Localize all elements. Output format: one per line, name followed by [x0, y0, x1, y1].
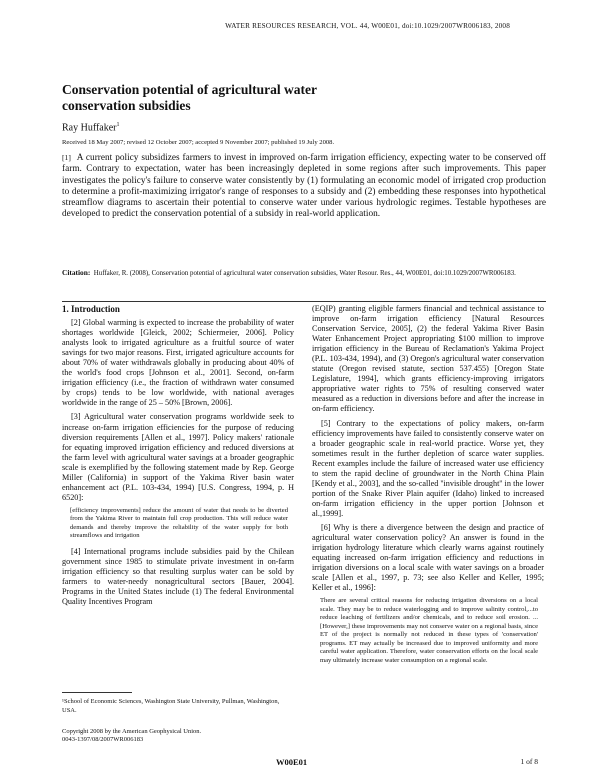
author-name: Ray Huffaker: [62, 122, 117, 134]
paragraph-5: [5] Contrary to the expectations of policy makers, on-farm efficiency improvements have failed to consistently conserve water on a broader geographic scale in real-world practice. Worse yet, they sometimes result in the further depletion of scarce water supplies. Recent examples include the failure of increased water use efficiency to stem the rapid decline of groundwater in the North China Plain [Kendy et al., 2003], and the so-called ''invisible drought'' in the lower portion of the Snake River Plain aquifer (Idaho) linked to increased on-farm irrigation efficiency in the upper portion [Johnson et al.,1999].: [312, 418, 544, 518]
abstract-text: A current policy subsidizes farmers to invest in improved on-farm irrigation efficiency, expecting water to be conserved off farm. Contrary to expectation, water has been increasingly depleted in some regions after such improvements. This paper investigates the policy's failure to conserve water consistently by (1) formulating an economic model of irrigated crop production to determine a profit-maximizing irrigator's range of responses to a subsidy and (2) embedding these responses into hypothetical streamflow diagrams to ascertain their potential to conserve water under various hydrologic regimes. Testable hypotheses are developed to predict the conservation potential of a subsidy in real-world application.: [62, 153, 546, 220]
block-quote-miller: [efficiency improvements] reduce the amount of water that needs to be diverted from the Yakima River to maintain full crop production. This will reduce water demands and thereby improve the reliability of the water supply for both streamflows and irrigation: [70, 506, 288, 540]
paragraph-4: [4] International programs include subsidies paid by the Chilean government since 1985 to stimulate private investment in on-farm irrigation efficiency so that resulting surplus water can be sold by farmers to water-needy nonagricultural sectors [Bauer, 2004]. Programs in the United States include (1) The federal Environmental Quality Incentives Program: [62, 546, 294, 607]
author-line: [62, 122, 120, 133]
paragraph-3: [3] Agricultural water conservation programs worldwide seek to increase on-farm irrigation efficiencies for the purpose of reducing diversion requirements [Allen et al., 1997]. Policy makers' rationale for equating improved irrigation efficiency and reduced diversions at the farm level with agricultural water savings at a broader geographic scale is exemplified by the following statement made by Rep. George Miller (California) in support of the Yakima River basin water enhancement act (P.L. 103-434, 1994) [U.S. Congress, 1994, p. H 6520]:: [62, 412, 294, 502]
footnote-divider: [62, 692, 132, 693]
abstract-paragraph-marker: [1]: [62, 153, 71, 162]
right-column: [312, 304, 544, 671]
paragraph-2: [2] Global warming is expected to increase the probability of water shortages worldwide [Gleick, 2002; Schiermeier, 2006]. Policy analysts look to irrigated agriculture as a fruitful source of water savings for two major reasons. First, irrigated agriculture accounts for about 70% of water withdrawals globally in producing about 40% of the world's food crops [Johnson et al., 2001]. Second, on-farm irrigation efficiency (i.e., the fraction of withdrawn water consumed by crops) tends to be low worldwide, with national averages worldwide in the range of 25 – 50% [Brown, 2006].: [62, 318, 294, 408]
citation-label: Citation:: [62, 268, 91, 277]
left-column: [62, 304, 294, 607]
paragraph-4-continued: (EQIP) granting eligible farmers financial and technical assistance to improve on-farm irrigation efficiency [Natural Resources Conservation Service, 2005], (2) the federal Yakima River Basin Water Enhancement Project appropriating $100 million to improve irrigation efficiency in the Bureau of Reclamation's Yakima Project (P.L. 103-434, 1994), and (3) Oregon's agricultural water conservation statute (Oregon revised statute, section 537.455) [Oregon State Legislature, 1994], which grants efficiency-improving irrigators appropriative water rights to 75% of resulting conserved water measured as a reduction in diversions before and after the increase in on-farm efficiency.: [312, 304, 544, 414]
section-heading-introduction: 1. Introduction: [62, 304, 120, 314]
copyright-notice: Copyright 2008 by the American Geophysical Union. 0043-1397/08/2007WR006183: [62, 728, 202, 744]
paragraph-6: [6] Why is there a divergence between the design and practice of agricultural water conservation policy? An answer is found in the irrigation hydrology literature which clearly warns against routinely equating increased on-farm irrigation efficiency and reductions in irrigation diversions on a local scale with water savings on a broader scale [Allen et al., 1997, p. 73; see also Keller and Keller, 1995; Keller et al., 1996]:: [312, 522, 544, 593]
affiliation-footnote: ¹School of Economic Sciences, Washington State University, Pullman, Washington, USA.: [62, 698, 280, 714]
running-head: WATER RESOURCES RESEARCH, VOL. 44, W00E01, doi:10.1029/2007WR006183, 2008: [225, 22, 510, 30]
article-title: Conservation potential of agricultural water conservation subsidies: [62, 82, 317, 113]
citation-text: Huffaker, R. (2008), Conservation potential of agricultural water conservation subsidies, Water Resour. Res., 44, W00E01, doi:10.1029/2007WR006183.: [93, 270, 516, 277]
abstract: [62, 152, 546, 221]
page-id: W00E01: [276, 757, 308, 767]
received-dates: Received 18 May 2007; revised 12 October 2007; accepted 9 November 2007; published 19 July 2008.: [62, 139, 335, 146]
author-affiliation-marker: 1: [116, 122, 120, 128]
page-number: 1 of 8: [520, 757, 538, 766]
block-quote-allen: There are several critical reasons for reducing irrigation diversions on a local scale. They may be to reduce waterlogging and to improve salinity control,...to reduce leaching of fertilizers and/or chemicals, and to reduce soil erosion. ...[However,] these improvements may not conserve water on a regional basis, since ET of the project is normally not reduced in these types of 'conservation' programs. ET may actually be increased due to improved uniformity and more careful water application. Therefore, water conservation efforts on the local scale may ultimately increase water consumption on a regional scale.: [320, 597, 538, 664]
abstract-divider: [62, 301, 546, 302]
citation: [62, 268, 546, 279]
